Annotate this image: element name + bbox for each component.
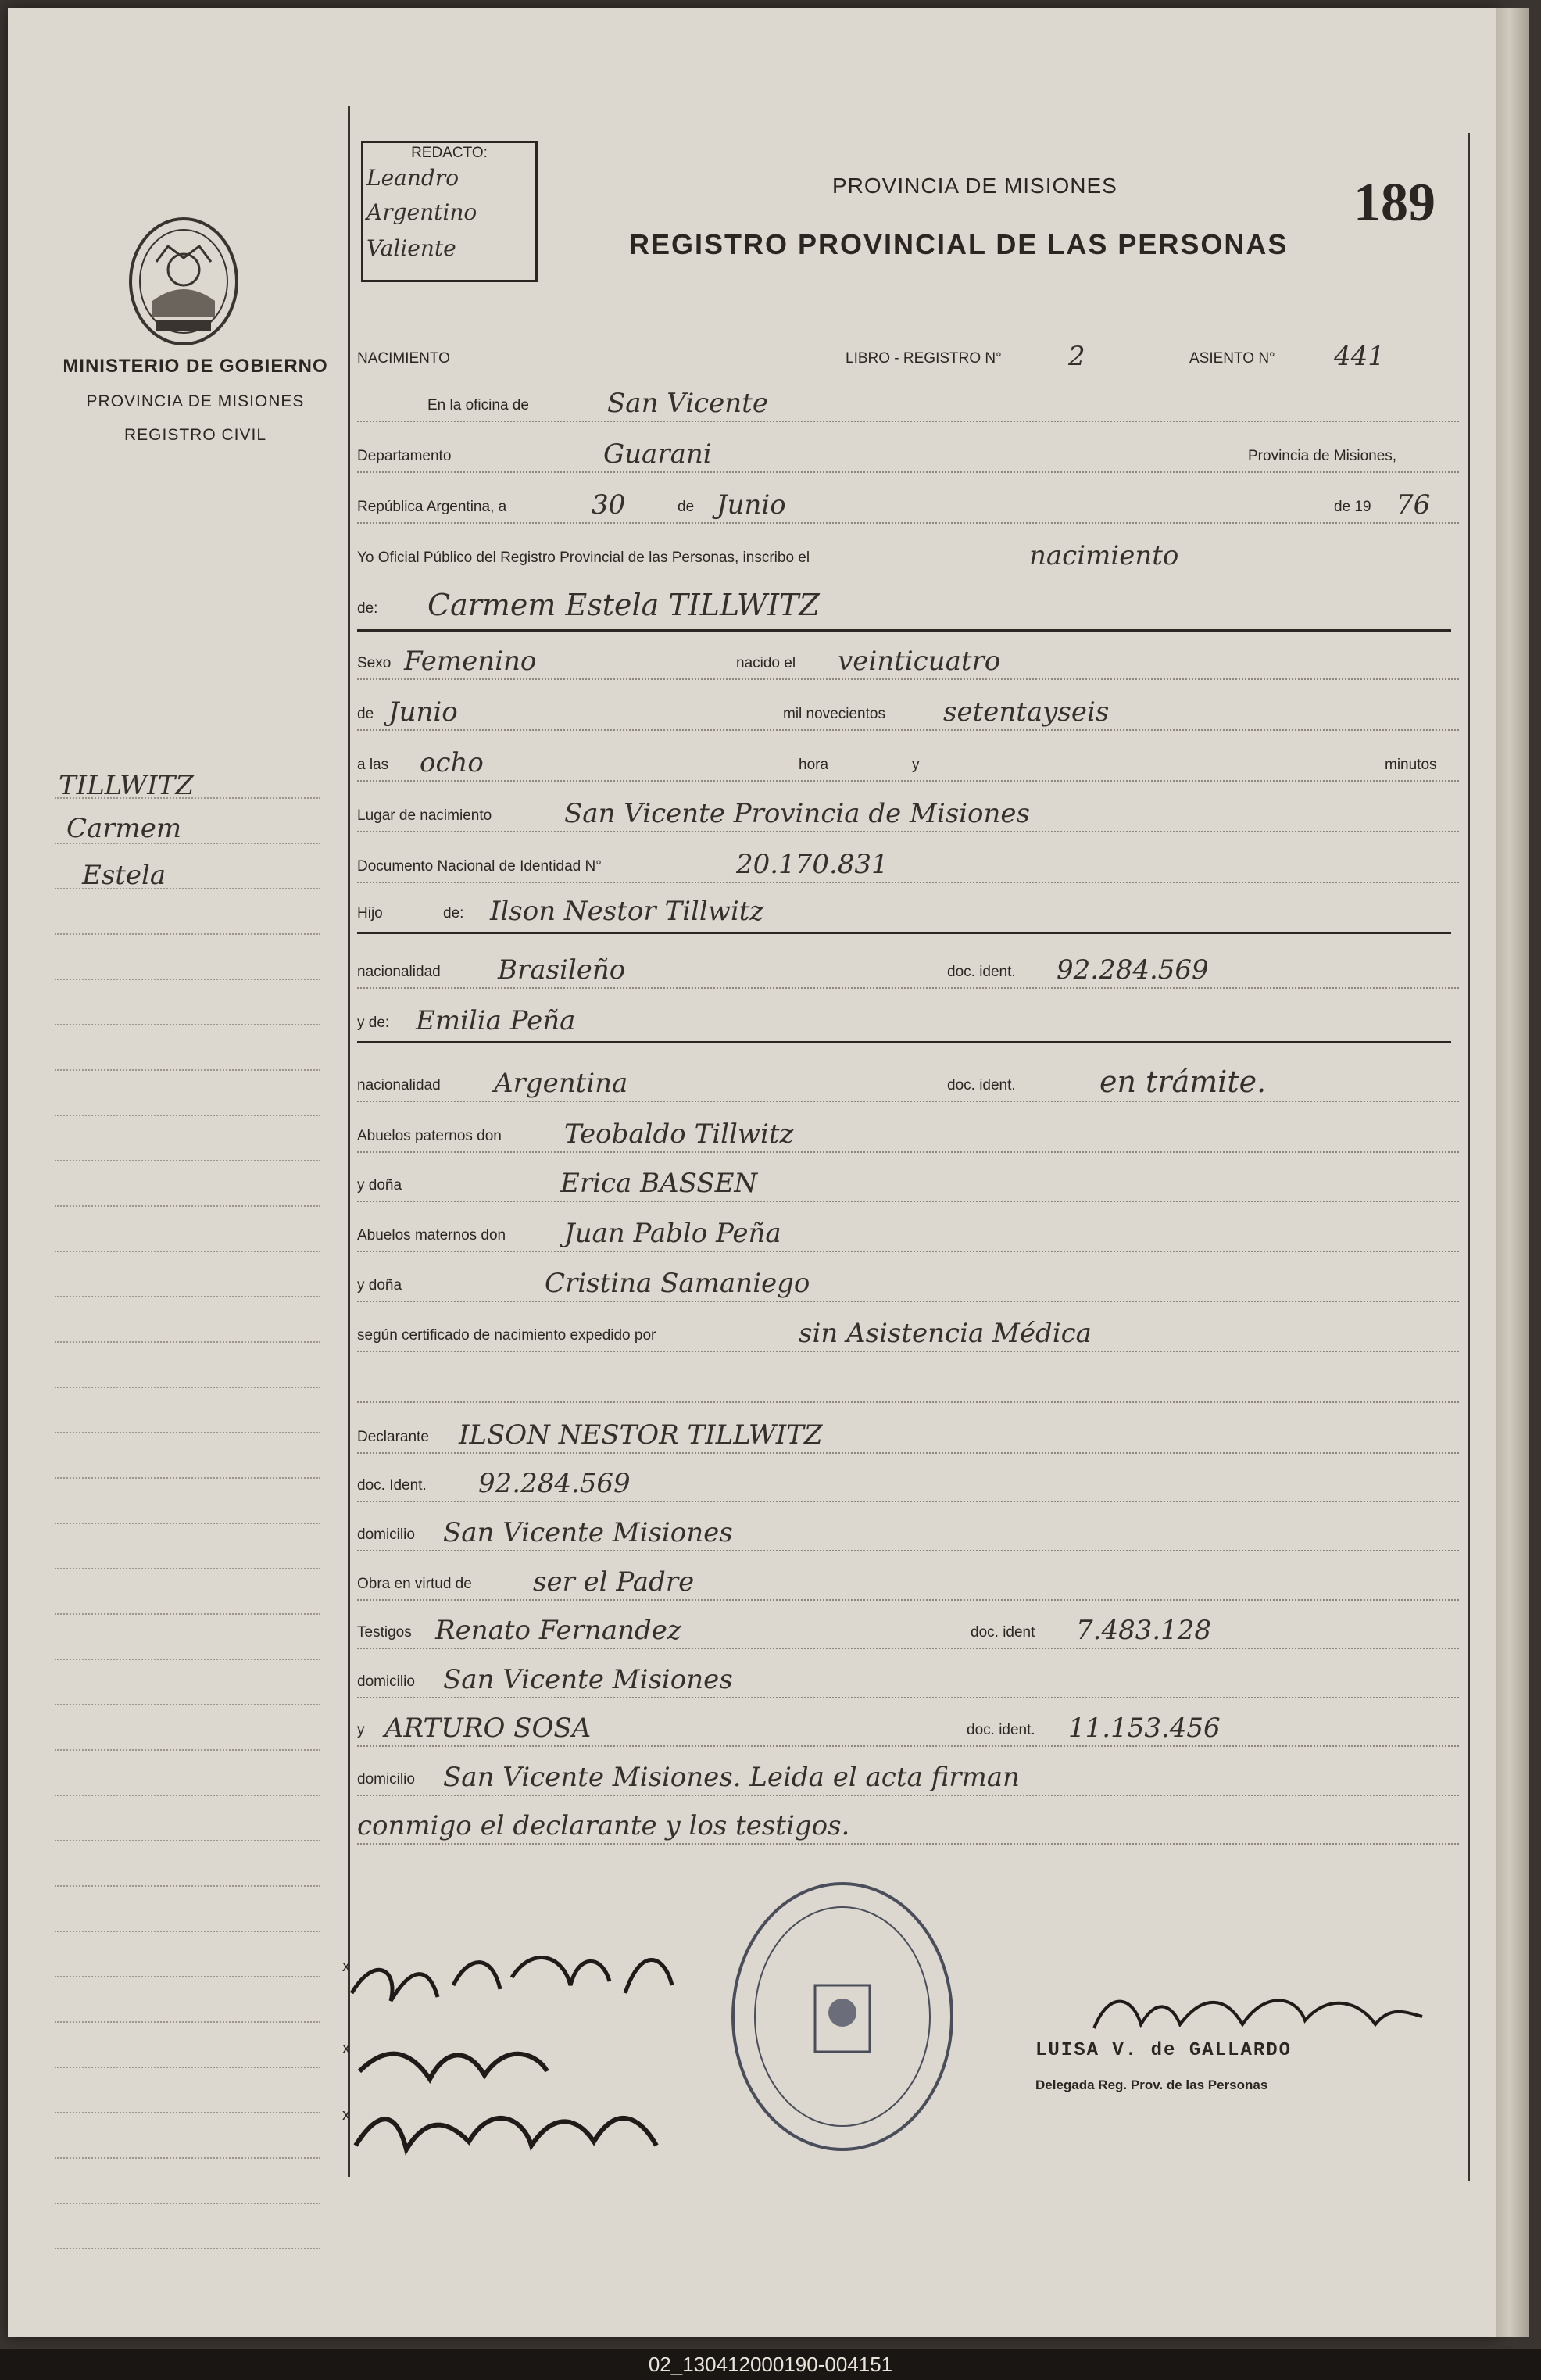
margin-line xyxy=(55,1296,320,1297)
dotted-line xyxy=(357,729,1459,731)
provincia-label: Provincia de Misiones, xyxy=(1248,448,1397,464)
margin-line xyxy=(55,1432,320,1433)
abuela-paterna-row xyxy=(357,1155,1459,1202)
madre-value: Emilia Peña xyxy=(416,1005,576,1036)
domicilio1-row xyxy=(357,1505,1459,1551)
coat-of-arms-seal xyxy=(125,215,242,348)
margin-line xyxy=(55,1115,320,1116)
section-rule xyxy=(357,1041,1451,1043)
dotted-line xyxy=(357,780,1459,782)
doct1-label: doc. ident xyxy=(971,1624,1035,1641)
cierre-value: conmigo el declarante y los testigos. xyxy=(357,1810,850,1841)
dotted-line xyxy=(357,522,1459,524)
dotted-line xyxy=(357,1745,1459,1747)
margin-line xyxy=(55,1205,320,1207)
section-rule xyxy=(357,629,1451,632)
margin-line xyxy=(55,1931,320,1932)
fecha-row xyxy=(357,477,1459,524)
dotted-line xyxy=(357,1501,1459,1502)
official-stamp xyxy=(725,1876,960,2157)
minutos-label: minutos xyxy=(1385,757,1437,773)
doct2-label: doc. ident. xyxy=(967,1722,1035,1738)
redacto-name-2: Argentino xyxy=(366,199,477,225)
testigo1-row xyxy=(357,1602,1459,1649)
domicilio3-row xyxy=(357,1749,1459,1796)
signature-mark: x xyxy=(342,1958,350,1975)
departamento-label: Departamento xyxy=(357,448,452,464)
testigo2-value: ARTURO SOSA xyxy=(384,1713,592,1744)
sexo-label: Sexo xyxy=(357,655,392,671)
y-label: y xyxy=(912,757,920,773)
dotted-line xyxy=(357,1401,1459,1403)
ydona2-value: Cristina Samaniego xyxy=(545,1268,810,1299)
dotted-line xyxy=(357,1843,1459,1845)
testigos-label: Testigos xyxy=(357,1624,412,1641)
cierre-row xyxy=(357,1798,1459,1845)
dni-value: 20.170.831 xyxy=(736,849,888,880)
left-margin xyxy=(8,8,336,2337)
margin-line xyxy=(55,2021,320,2023)
abm-value: Juan Pablo Peña xyxy=(564,1218,781,1249)
nac2-label: nacionalidad xyxy=(357,1077,441,1093)
anio-prefix: de 19 xyxy=(1334,499,1371,515)
dotted-line xyxy=(357,987,1459,989)
dotted-line xyxy=(357,421,1459,422)
official-title: Delegada Reg. Prov. de las Personas xyxy=(1035,2078,1268,2092)
official-signature xyxy=(1086,1981,1430,2044)
ministry-title: MINISTERIO DE GOBIERNO xyxy=(63,356,328,377)
nac2-row xyxy=(357,1055,1459,1102)
domicilio2-row xyxy=(357,1652,1459,1698)
margin-line xyxy=(55,1024,320,1025)
margin-line xyxy=(55,1387,320,1388)
dotted-line xyxy=(357,1201,1459,1202)
official-name: LUISA V. de GALLARDO xyxy=(1035,2040,1293,2061)
nombre-value: Carmem Estela TILLWITZ xyxy=(427,588,820,622)
lugar-label: Lugar de nacimiento xyxy=(357,807,492,824)
redacto-box xyxy=(361,141,538,282)
margin-line xyxy=(55,1613,320,1615)
margin-line xyxy=(55,2112,320,2113)
dotted-line xyxy=(357,678,1459,680)
domicilio3-label: domicilio xyxy=(357,1771,415,1788)
margin-line xyxy=(55,1069,320,1071)
lugar-value: San Vicente Provincia de Misiones xyxy=(564,798,1030,829)
libro-label: LIBRO - REGISTRO N° xyxy=(846,350,1002,367)
margin-middle-name: Estela xyxy=(82,860,166,891)
mil-label: mil novecientos xyxy=(783,706,885,722)
redacto-label: REDACTO: xyxy=(411,145,488,161)
nacido-label: nacido el xyxy=(736,655,796,671)
blank-row xyxy=(357,1356,1459,1403)
domicilio3-value: San Vicente Misiones. Leida el acta firman xyxy=(443,1762,1020,1793)
declarante-value: ILSON NESTOR TILLWITZ xyxy=(459,1419,823,1451)
margin-line xyxy=(55,1568,320,1569)
declarante-row xyxy=(357,1407,1459,1454)
dotted-line xyxy=(357,1151,1459,1153)
dotted-line xyxy=(357,1452,1459,1454)
margin-line xyxy=(55,1704,320,1705)
docdecl-label: doc. Ident. xyxy=(357,1477,427,1494)
margin-line xyxy=(55,1523,320,1524)
certificado-row xyxy=(357,1305,1459,1352)
doc1-label: doc. ident. xyxy=(947,964,1016,980)
hora-label: hora xyxy=(799,757,829,773)
anio-value: 76 xyxy=(1396,489,1431,521)
margin-line xyxy=(55,2157,320,2159)
nac1-value: Brasileño xyxy=(498,954,626,986)
padre-value: Ilson Nestor Tillwitz xyxy=(490,896,764,927)
asiento-value: 441 xyxy=(1334,341,1385,372)
margin-line xyxy=(55,843,320,844)
hora-row xyxy=(357,735,1459,782)
dotted-line xyxy=(357,1648,1459,1649)
mes-anio-row xyxy=(357,684,1459,731)
dia-value: 30 xyxy=(592,489,626,521)
hijo-label: Hijo xyxy=(357,905,383,922)
dotted-line xyxy=(357,831,1459,832)
doct2-value: 11.153.456 xyxy=(1068,1713,1221,1744)
de-label: de xyxy=(678,499,695,515)
libro-row xyxy=(357,328,1459,375)
doct1-value: 7.483.128 xyxy=(1076,1615,1212,1646)
dni-row xyxy=(357,836,1459,883)
ydona1-label: y doña xyxy=(357,1177,402,1194)
abuelos-paternos-row xyxy=(357,1106,1459,1153)
registry-heading: REGISTRO PROVINCIAL DE LAS PERSONAS xyxy=(629,228,1289,260)
de3-label: de xyxy=(357,706,374,722)
nacido-value: veinticuatro xyxy=(838,646,1001,677)
republica-label: República Argentina, a xyxy=(357,499,507,515)
dotted-line xyxy=(357,1550,1459,1551)
oficina-label: En la oficina de xyxy=(427,397,529,413)
doc2-value: en trámite. xyxy=(1099,1065,1267,1099)
lugar-row xyxy=(357,786,1459,832)
margin-line xyxy=(55,1160,320,1161)
dotted-line xyxy=(357,1599,1459,1601)
testigo1-value: Renato Fernandez xyxy=(435,1615,681,1646)
oficina-row xyxy=(357,375,1459,422)
alas-label: a las xyxy=(357,757,389,773)
margin-line xyxy=(55,2203,320,2204)
madre-row xyxy=(357,993,1459,1040)
margin-line xyxy=(55,888,320,889)
nac1-row xyxy=(357,942,1459,989)
province-heading: PROVINCIA DE MISIONES xyxy=(832,174,1117,198)
asiento-label: ASIENTO N° xyxy=(1189,350,1275,367)
yde-label: y de: xyxy=(357,1015,390,1031)
margin-line xyxy=(55,1341,320,1343)
left-rule xyxy=(348,106,350,2177)
ydona1-value: Erica BASSEN xyxy=(560,1168,758,1199)
abp-value: Teobaldo Tillwitz xyxy=(564,1118,794,1150)
domicilio2-label: domicilio xyxy=(357,1673,415,1690)
cert-label: según certificado de nacimiento expedido por xyxy=(357,1327,656,1344)
register-page xyxy=(8,8,1496,2337)
dotted-line xyxy=(357,1351,1459,1352)
image-id-footer: 02_130412000190-004151 xyxy=(0,2349,1541,2380)
abuelos-maternos-row xyxy=(357,1205,1459,1252)
abm-label: Abuelos maternos don xyxy=(357,1227,506,1244)
de2-label: de: xyxy=(357,600,378,617)
nacimiento-label: NACIMIENTO xyxy=(357,350,450,367)
declarante-label: Declarante xyxy=(357,1429,429,1445)
dotted-line xyxy=(357,1251,1459,1252)
margin-line xyxy=(55,1659,320,1660)
redacto-name-1: Leandro xyxy=(366,165,459,191)
dni-label: Documento Nacional de Identidad N° xyxy=(357,858,602,875)
page-stack-edge xyxy=(1496,8,1529,2337)
margin-surname: TILLWITZ xyxy=(59,770,194,801)
alas-value: ocho xyxy=(420,747,484,778)
departamento-row xyxy=(357,426,1459,473)
right-rule xyxy=(1468,133,1470,2181)
margin-line xyxy=(55,2248,320,2249)
margin-line xyxy=(55,797,320,799)
obra-label: Obra en virtud de xyxy=(357,1576,472,1592)
margin-line xyxy=(55,1477,320,1479)
oficial-label: Yo Oficial Público del Registro Provincial de las Personas, inscribo el xyxy=(357,549,810,566)
hijo-row xyxy=(357,883,1459,930)
hijo-de-label: de: xyxy=(443,905,464,922)
ministry-province: PROVINCIA DE MISIONES xyxy=(86,392,305,410)
testigo2-row xyxy=(357,1700,1459,1747)
page-number: 189 xyxy=(1353,173,1436,233)
sexo-row xyxy=(357,633,1459,680)
ministry-registro-civil: REGISTRO CIVIL xyxy=(123,426,267,444)
doc1-value: 92.284.569 xyxy=(1057,954,1209,986)
doc-declarante-row xyxy=(357,1455,1459,1502)
y2-label: y xyxy=(357,1722,365,1738)
domicilio1-label: domicilio xyxy=(357,1526,415,1543)
nac2-value: Argentina xyxy=(494,1068,628,1099)
dotted-line xyxy=(357,471,1459,473)
dotted-line xyxy=(357,1795,1459,1796)
signature-mark: x xyxy=(342,2106,350,2124)
margin-line xyxy=(55,1885,320,1887)
oficial-value: nacimiento xyxy=(1029,540,1179,571)
margin-line xyxy=(55,2067,320,2068)
signature-mark: x xyxy=(342,2040,350,2057)
dotted-line xyxy=(357,1301,1459,1302)
nac1-label: nacionalidad xyxy=(357,964,441,980)
sexo-value: Femenino xyxy=(404,646,537,677)
margin-line xyxy=(55,979,320,980)
obra-value: ser el Padre xyxy=(533,1566,695,1598)
margin-line xyxy=(55,1795,320,1796)
margin-line xyxy=(55,933,320,935)
oficina-value: San Vicente xyxy=(607,388,768,419)
redacto-name-3: Valiente xyxy=(366,235,456,261)
ydona2-label: y doña xyxy=(357,1277,402,1294)
margin-line xyxy=(55,1840,320,1841)
mes2-value: Junio xyxy=(388,696,458,728)
nombre-row xyxy=(357,578,1459,625)
abp-label: Abuelos paternos don xyxy=(357,1128,502,1144)
abuela-materna-row xyxy=(357,1255,1459,1302)
section-rule xyxy=(357,932,1451,934)
docdecl-value: 92.284.569 xyxy=(478,1468,631,1499)
margin-first-name: Carmem xyxy=(66,813,182,844)
doc2-label: doc. ident. xyxy=(947,1077,1016,1093)
libro-value: 2 xyxy=(1068,341,1085,372)
dotted-line xyxy=(357,1101,1459,1102)
departamento-value: Guarani xyxy=(603,438,712,470)
obra-row xyxy=(357,1554,1459,1601)
margin-line xyxy=(55,1976,320,1977)
dotted-line xyxy=(357,1697,1459,1698)
mes-value: Junio xyxy=(717,489,786,521)
margin-line xyxy=(55,1251,320,1252)
mil-value: setentayseis xyxy=(943,696,1110,728)
domicilio1-value: San Vicente Misiones xyxy=(443,1517,733,1548)
domicilio2-value: San Vicente Misiones xyxy=(443,1664,733,1695)
margin-line xyxy=(55,1749,320,1751)
oficial-row xyxy=(357,528,1459,574)
cert-value: sin Asistencia Médica xyxy=(799,1318,1092,1349)
